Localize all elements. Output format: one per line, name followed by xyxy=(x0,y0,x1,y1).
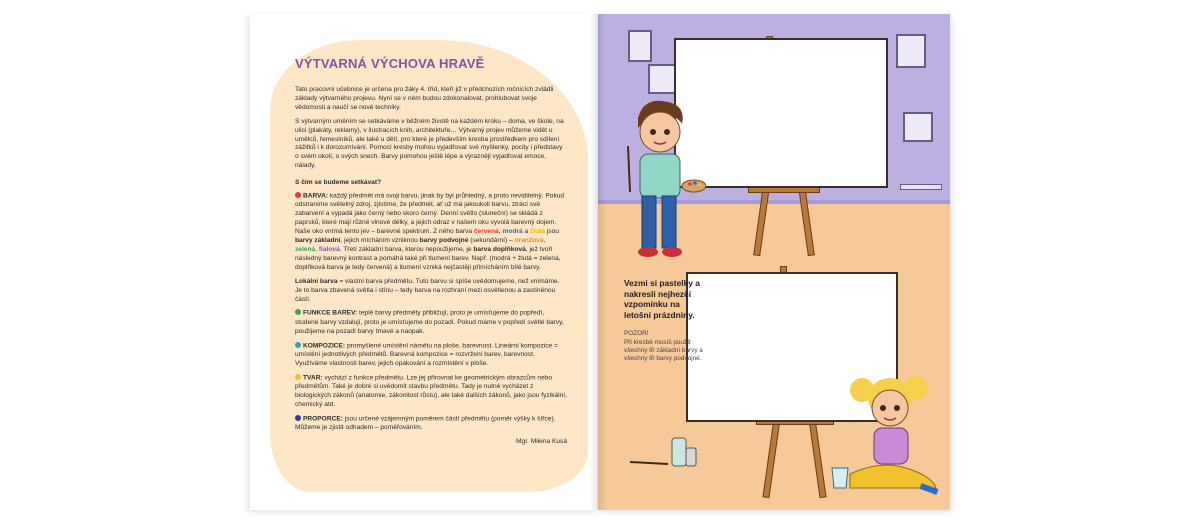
tvar-label: TVAR: xyxy=(303,374,323,382)
term-zakladni: barvy základní xyxy=(295,237,341,245)
tvar-paragraph xyxy=(295,374,567,410)
note-text: Při kresbě musíš použít všechny tři základní barvy a všechny tři barvy podvojné. xyxy=(624,338,703,362)
term-doplnkova: barva doplňková xyxy=(473,246,526,253)
barva-sep-4: , xyxy=(315,246,319,253)
word-fialova: fialová xyxy=(318,246,340,253)
barva-sep-2: a xyxy=(522,228,530,236)
section-heading: S čím se budeme setkávat? xyxy=(295,179,382,187)
barva-sep-3: , xyxy=(543,237,546,245)
lokalni-paragraph xyxy=(295,278,567,305)
boy-painter-icon xyxy=(616,96,706,264)
word-zelena: zelená xyxy=(295,246,316,253)
yellow-bullet-icon xyxy=(295,374,301,380)
funkce-paragraph xyxy=(295,309,567,336)
author-signature: Mgr. Milena Kusá xyxy=(516,438,567,446)
lokalni-text: = vlastní barva předmětu. Tuto barvu si spíše uvědomujeme, než vnímáme. Je to barva zbavená světla i stínu – tedy barva na rozhraní mezi osvětlenou a zastíněnou částí. xyxy=(295,277,560,303)
word-oranzova: oranžová xyxy=(514,237,544,245)
side-table-icon xyxy=(900,184,942,190)
barva-paragraph xyxy=(295,192,567,273)
word-zluta: žlutá xyxy=(529,228,545,236)
tvar-text: vychází z funkce předmětu. Lze jej přirovnat ke geometrickým obrazcům nebo předmětům. Také je dobré si uvědomit stavbu předmětu. Tady je nutné vycházet z biologických zákonů (anatomie, zákonitost růstu), ale také dalších zákonů, jako jsou fyzikální, chemický atd. xyxy=(295,374,567,409)
barva-text-3: , jejich mícháním vzniknou xyxy=(340,237,420,245)
barva-text-4: (sekundární) – xyxy=(468,237,515,245)
water-cup-icon xyxy=(830,466,850,490)
proporce-text: jsou určené vzájemným poměrem částí předmětu (poměr výšky k šířce). Můžeme je zjistit odhadem – poměřováním. xyxy=(295,415,556,432)
word-modra: modrá xyxy=(502,228,523,236)
green-bullet-icon xyxy=(295,309,301,315)
drawing-canvas-top[interactable] xyxy=(674,38,888,188)
barva-sep-1: , xyxy=(498,228,503,236)
funkce-text: teplé barvy předměty přibližují, proto je umísťujeme do popředí, studené barvy vzdalují, proto je umísťujeme do pozadí. Pokud máme v popředí světlé barvy, použijeme na pozadí barvy tmavé a naopak. xyxy=(295,309,564,335)
page-title: VÝTVARNÁ VÝCHOVA HRAVĚ xyxy=(295,56,485,71)
kompozice-label: KOMPOZICE: xyxy=(303,342,346,350)
proporce-label: PROPORCE: xyxy=(303,415,343,423)
barva-label: BARVA: xyxy=(303,192,329,200)
term-podvojne: barvy podvojné xyxy=(419,237,469,245)
word-cervena: červená xyxy=(473,228,499,236)
intro-paragraph-2: S výtvarným uměním se setkáváme v běžném životě na každém kroku – doma, ve škole, na ulici (plakáty, reklamy), v ilustracích knih, architektuře… Výtvarný projev můžeme vidět u umělců, řemeslníků, ale také u dětí, pro které je především kresba prostředkem pro sdílení zážitků i k dorozumívání. Pomocí kresby mohou vyjadřovat své myšlenky, pocity i představy o svém okolí, o svých snech. Barvy pomohou ještě lépe a výrazněji vyjadřovat emoce, nálady. xyxy=(295,117,564,170)
book-spread xyxy=(250,14,950,510)
kompozice-text: promyšlené umístění námětu na ploše, barevnost. Lineární kompozice = umístění jednotlivých předmětů. Barevná kompozice = rozvržení barev, barevnost. Využíváme vlastnosti barev, jejich opakování a rozmístění v ploše. xyxy=(295,342,558,367)
red-bullet-icon xyxy=(295,192,301,198)
right-page xyxy=(598,14,950,510)
lokalni-label: Lokální barva xyxy=(295,277,338,285)
left-page xyxy=(250,14,598,510)
barva-text-6: , jež tvoří následný barevný kontrast a pomáhá také při tlumení barev. Např. (modrá + žlutá = zelená, doplňková barva je tedy červená) a tlumení vzniká nejčastěji přimícháním bílé barvy. xyxy=(295,246,561,271)
barva-text-2: jsou xyxy=(545,228,559,236)
navy-bullet-icon xyxy=(295,415,301,421)
intro-paragraph-1: Tato pracovní učebnice je určena pro žáky 4. tříd, kteří již v předchozích ročnících zvládli základy výtvarného projevu. Nyní se v něm budou zdokonalovat, prohlubovat svoje vědomosti a naučí se nové techniky. xyxy=(295,86,554,111)
note-label: POZOR! xyxy=(624,330,649,338)
wall-picture-bust-icon xyxy=(903,112,933,142)
book-gutter xyxy=(590,14,606,510)
girl-painter-icon xyxy=(840,364,944,504)
barva-text-1: každý předmět má svoji barvu, jinak by byl průhledný, a proto neviditelný. Pokud odstraníme světelný zdroj, zjistíme, že předmět, ať už má jakoukoli barvu, ztrácí své zabarvení a vypadá jako černý nebo skoro černý. Denní světlo (sluneční) se skládá z paprsků, které mají různé vlnové délky, a jejich odraz v našem oku vyvolá barevný dojem. Naše oko vnímá tento jev – barevné spektrum. Z něho barva xyxy=(295,192,565,236)
funkce-label: FUNKCE BAREV: xyxy=(303,309,358,317)
proporce-paragraph xyxy=(295,415,567,433)
paint-jars-icon xyxy=(628,424,718,484)
wall-picture-flower-icon xyxy=(628,30,652,62)
left-page-text xyxy=(295,56,567,452)
drawing-prompt: Vezmi si pastelky a nakresli nejhezčí vzpomínku na letošní prázdniny. xyxy=(624,278,700,320)
wall-picture-figure-icon xyxy=(896,34,926,68)
drawing-instructions xyxy=(624,278,706,363)
barva-text-5: . Třetí základní barva, kterou nepoužijeme, je xyxy=(339,246,474,253)
teal-bullet-icon xyxy=(295,342,301,348)
kompozice-paragraph xyxy=(295,342,567,369)
